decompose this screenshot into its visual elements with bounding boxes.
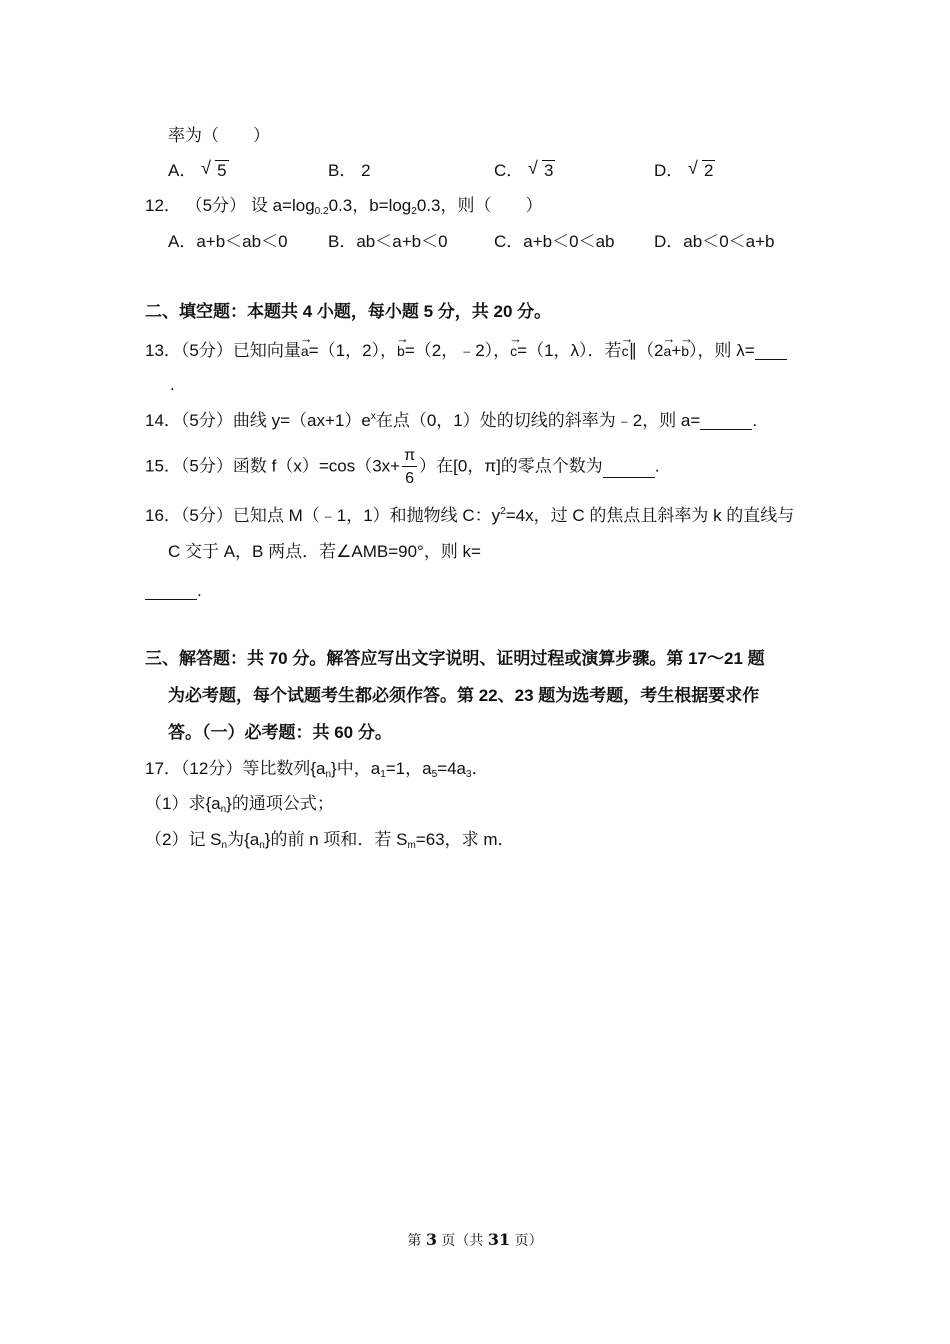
question-number: 16． — [145, 506, 181, 525]
q13-text: ），则 λ= — [689, 341, 755, 360]
section-3-heading-line-3: 答。（一）必考题：共 60 分。 — [168, 723, 392, 742]
section-2-heading: 二、填空题：本题共 4 小题，每小题 5 分，共 20 分。 — [145, 302, 552, 321]
vector-b: → b — [397, 338, 405, 358]
q14-text: 在点（0，1）处的切线的斜率为﹣2，则 a= — [375, 411, 701, 430]
q16-text: =4x，过 C 的焦点且斜率为 k 的直线与 — [505, 506, 795, 525]
q11-option-a — [168, 158, 229, 180]
log-base: 0.2 — [314, 206, 329, 217]
question-number: 17． — [145, 759, 181, 778]
q17-text: }中，a — [331, 759, 381, 778]
q15-stem — [145, 446, 660, 488]
subscript: 5 — [431, 769, 438, 780]
question-score: （5分） — [185, 196, 247, 215]
q13-text: + — [671, 341, 682, 360]
fraction-denominator: 6 — [405, 470, 415, 488]
q11-option-c — [494, 158, 555, 180]
q12-text: 0.3，b=log — [328, 196, 412, 215]
q14-end: . — [752, 411, 758, 430]
section-3-heading-line-2: 为必考题，每个试题考生都必须作答。第 22、23 题为选考题，考生根据要求作 — [168, 686, 760, 705]
question-number: 14． — [145, 411, 181, 430]
q17-part-text: （2）记 S — [145, 830, 222, 849]
option-label: B． — [328, 232, 357, 251]
option-label: B． — [328, 161, 357, 180]
q16-line-1 — [145, 507, 794, 524]
q17-part-2 — [145, 830, 515, 851]
option-label: C． — [494, 161, 524, 180]
answer-blank[interactable] — [603, 457, 655, 478]
question-number: 13． — [145, 341, 181, 360]
q12-option-a — [168, 233, 288, 250]
answer-blank[interactable] — [145, 582, 197, 600]
q17-part-1 — [145, 794, 334, 815]
q13-text: =（1，λ）．若 — [517, 341, 622, 360]
q13-end: . — [170, 375, 175, 394]
subscript: m — [407, 840, 416, 851]
option-value: ab＜0＜a+b — [683, 232, 775, 251]
q13-stem — [145, 338, 787, 360]
q13-text: =（2，﹣2）， — [404, 341, 511, 360]
question-number: 15． — [145, 456, 181, 476]
footer-text: 页） — [510, 1233, 543, 1249]
sqrt-expression: √ 5 — [201, 158, 227, 180]
q17-text: =4a — [437, 759, 466, 778]
q13-text: 已知向量 — [232, 341, 301, 360]
log-base: 2 — [411, 206, 417, 217]
q11-option-b — [328, 162, 371, 179]
q17-part-text: （1）求{a — [145, 794, 221, 813]
answer-blank[interactable] — [700, 412, 752, 430]
q17-text: 等比数列{a — [242, 759, 326, 778]
vector-a: → a — [664, 338, 672, 358]
sqrt-expression: √ 3 — [528, 158, 554, 180]
option-value: 2 — [361, 161, 371, 180]
vector-a: → a — [301, 338, 309, 358]
q15-end: . — [654, 456, 660, 476]
option-label: C． — [494, 232, 524, 251]
q13-text: ∥（2 — [628, 341, 664, 360]
q12-text: 设 a=log — [250, 196, 315, 215]
question-score: （5分） — [180, 341, 233, 360]
q13-text: =（1，2）， — [308, 341, 398, 360]
option-label: D． — [654, 232, 684, 251]
option-label: D． — [654, 161, 684, 180]
question-score: （12分） — [180, 759, 243, 778]
q17-text: =1，a — [385, 759, 432, 778]
exponent: 2 — [500, 506, 506, 517]
question-score: （5分） — [180, 506, 233, 525]
section-3-heading-line-1: 三、解答题：共 70 分。解答应写出文字说明、证明过程或演算步骤。第 17～21 题 — [145, 649, 765, 668]
q12-option-b — [328, 233, 448, 250]
option-label: A． — [168, 232, 197, 251]
subscript: n — [325, 769, 332, 780]
q17-stem — [145, 759, 489, 780]
subscript: n — [259, 840, 265, 851]
q12-option-d — [654, 233, 774, 250]
q15-text: ）在[0，π]的零点个数为 — [419, 456, 603, 476]
q16-line-3 — [145, 582, 202, 600]
footer-text: 页（共 — [436, 1233, 488, 1249]
q15-text: 函数 f（x）=cos（3x+ — [232, 456, 401, 476]
subscript: n — [220, 804, 227, 815]
exponent: x — [370, 411, 376, 422]
q17-part-text: }的通项公式； — [226, 794, 334, 813]
q12-text: 0.3，则（ ） — [416, 196, 543, 215]
q17-part-text: }的前 n 项和．若 S — [264, 830, 408, 849]
subscript: 1 — [380, 769, 386, 780]
q16-text: 已知点 M（﹣1，1）和抛物线 C：y — [232, 506, 501, 525]
page-total: 31 — [487, 1230, 511, 1249]
option-value: a+b＜0＜ab — [523, 232, 615, 251]
vector-c: → c — [510, 338, 517, 358]
question-score: （5分） — [180, 456, 233, 476]
q17-part-text: =63，求 m． — [415, 830, 515, 849]
q11-tail: 率为（ ） — [168, 126, 270, 145]
option-label: A． — [168, 161, 197, 180]
answer-blank[interactable] — [755, 342, 787, 360]
q17-part-text: 为{a — [227, 830, 260, 849]
question-score: （5分） — [180, 411, 233, 430]
q12-stem — [145, 196, 543, 217]
option-value: ab＜a+b＜0 — [356, 232, 448, 251]
q14-stem — [145, 412, 757, 430]
footer-text: 第 — [407, 1233, 426, 1249]
q12-option-c — [494, 233, 614, 250]
fraction-numerator: π — [402, 446, 417, 467]
q16-line-2: C 交于 A，B 两点．若∠AMB=90°，则 k= — [168, 542, 481, 561]
question-number: 12． — [145, 196, 181, 215]
q11-option-d — [654, 158, 715, 180]
q16-end: . — [197, 581, 202, 600]
q14-text: 曲线 y=（ax+1）e — [232, 411, 371, 430]
vector-c: → c — [622, 338, 629, 358]
sqrt-expression: √ 2 — [688, 158, 714, 180]
page-number: 3 — [425, 1230, 437, 1249]
page-footer — [0, 1232, 950, 1248]
fraction-pi-over-6 — [402, 446, 417, 488]
q17-text: ． — [471, 759, 489, 778]
subscript: 3 — [466, 769, 472, 780]
option-value: a+b＜ab＜0 — [196, 232, 288, 251]
subscript: n — [221, 840, 228, 851]
vector-b: → b — [681, 338, 689, 358]
